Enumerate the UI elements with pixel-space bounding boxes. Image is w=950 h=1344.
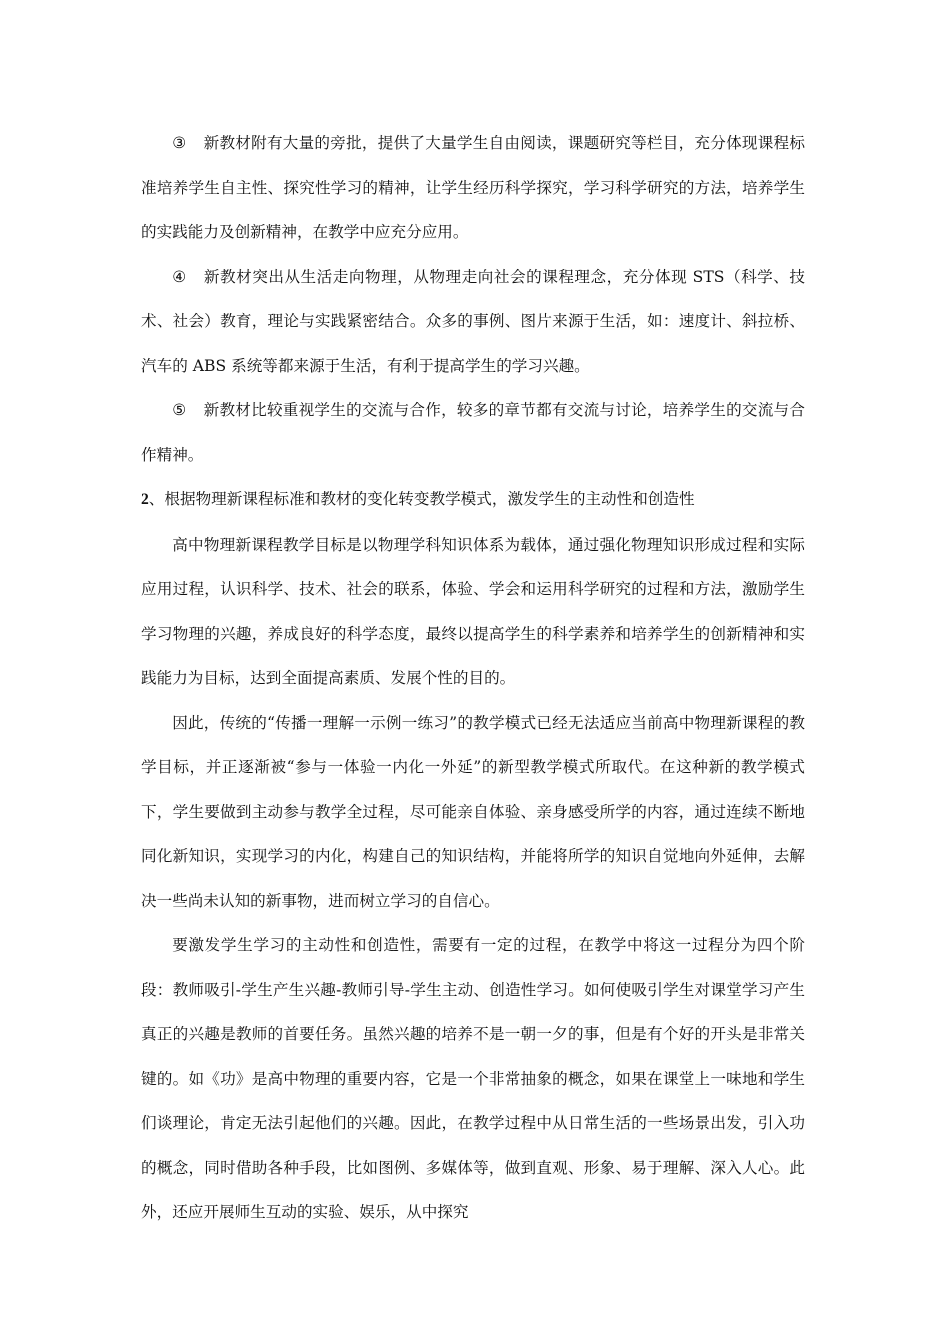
section-heading <box>141 477 805 523</box>
document-page <box>141 121 805 1235</box>
list-item-3 <box>141 121 805 255</box>
list-item-4 <box>141 255 805 389</box>
item-text: 新教材突出从生活走向物理，从物理走向社会的课程理念，充分体现 STS（科学、技术、社会）教育，理论与实践紧密结合。众多的事例、图片来源于生活，如：速度计、斜拉桥、汽车的 ABS 系统等都来源于生活，有利于提高学生的学习兴趣。 <box>141 267 805 375</box>
item-text: 新教材附有大量的旁批，提供了大量学生自由阅读，课题研究等栏目，充分体现课程标准培养学生自主性、探究性学习的精神，让学生经历科学探究，学习科学研究的方法，培养学生的实践能力及创新精神，在教学中应充分应用。 <box>141 134 805 241</box>
body-paragraph: 因此，传统的“传播一理解一示例一练习”的教学模式已经无法适应当前高中物理新课程的教学目标，并正逐渐被“参与一体验一内化一外延”的新型教学模式所取代。在这种新的教学模式下，学生要做到主动参与教学全过程，尽可能亲自体验、亲身感受所学的内容，通过连续不断地同化新知识，实现学习的内化，构建自己的知识结构，并能将所学的知识自觉地向外延伸，去解决一些尚未认知的新事物，进而树立学习的自信心。 <box>141 713 805 910</box>
item-marker: ⑤ <box>172 401 187 419</box>
list-item-5 <box>141 388 805 477</box>
body-paragraph: 高中物理新课程教学目标是以物理学科知识体系为载体，通过强化物理知识形成过程和实际应用过程，认识科学、技术、社会的联系，体验、学会和运用科学研究的过程和方法，激励学生学习物理的兴趣，养成良好的科学态度，最终以提高学生的科学素养和培养学生的创新精神和实践能力为目标，达到全面提高素质、发展个性的目的。 <box>141 535 805 687</box>
item-marker: ④ <box>172 267 187 286</box>
section-title: 、根据物理新课程标准和教材的变化转变教学模式，激发学生的主动性和创造性 <box>148 490 695 508</box>
body-paragraph: 要激发学生学习的主动性和创造性，需要有一定的过程，在教学中将这一过程分为四个阶段：教师吸引-学生产生兴趣-教师引导-学生主动、创造性学习。如何使吸引学生对课堂学习产生真正的兴趣是教师的首要任务。虽然兴趣的培养不是一朝一夕的事，但是有个好的开头是非常关键的。如《功》是高中物理的重要内容，它是一个非常抽象的概念，如果在课堂上一味地和学生们谈理论，肯定无法引起他们的兴趣。因此，在教学过程中从日常生活的一些场景出发，引入功的概念，同时借助各种手段，比如图例、多媒体等，做到直观、形象、易于理解、深入人心。此外，还应开展师生互动的实验、娱乐，从中探究 <box>141 936 805 1221</box>
item-marker: ③ <box>172 134 187 152</box>
section-number: 2 <box>141 491 149 508</box>
item-text: 新教材比较重视学生的交流与合作，较多的章节都有交流与讨论，培养学生的交流与合作精神。 <box>141 401 805 464</box>
